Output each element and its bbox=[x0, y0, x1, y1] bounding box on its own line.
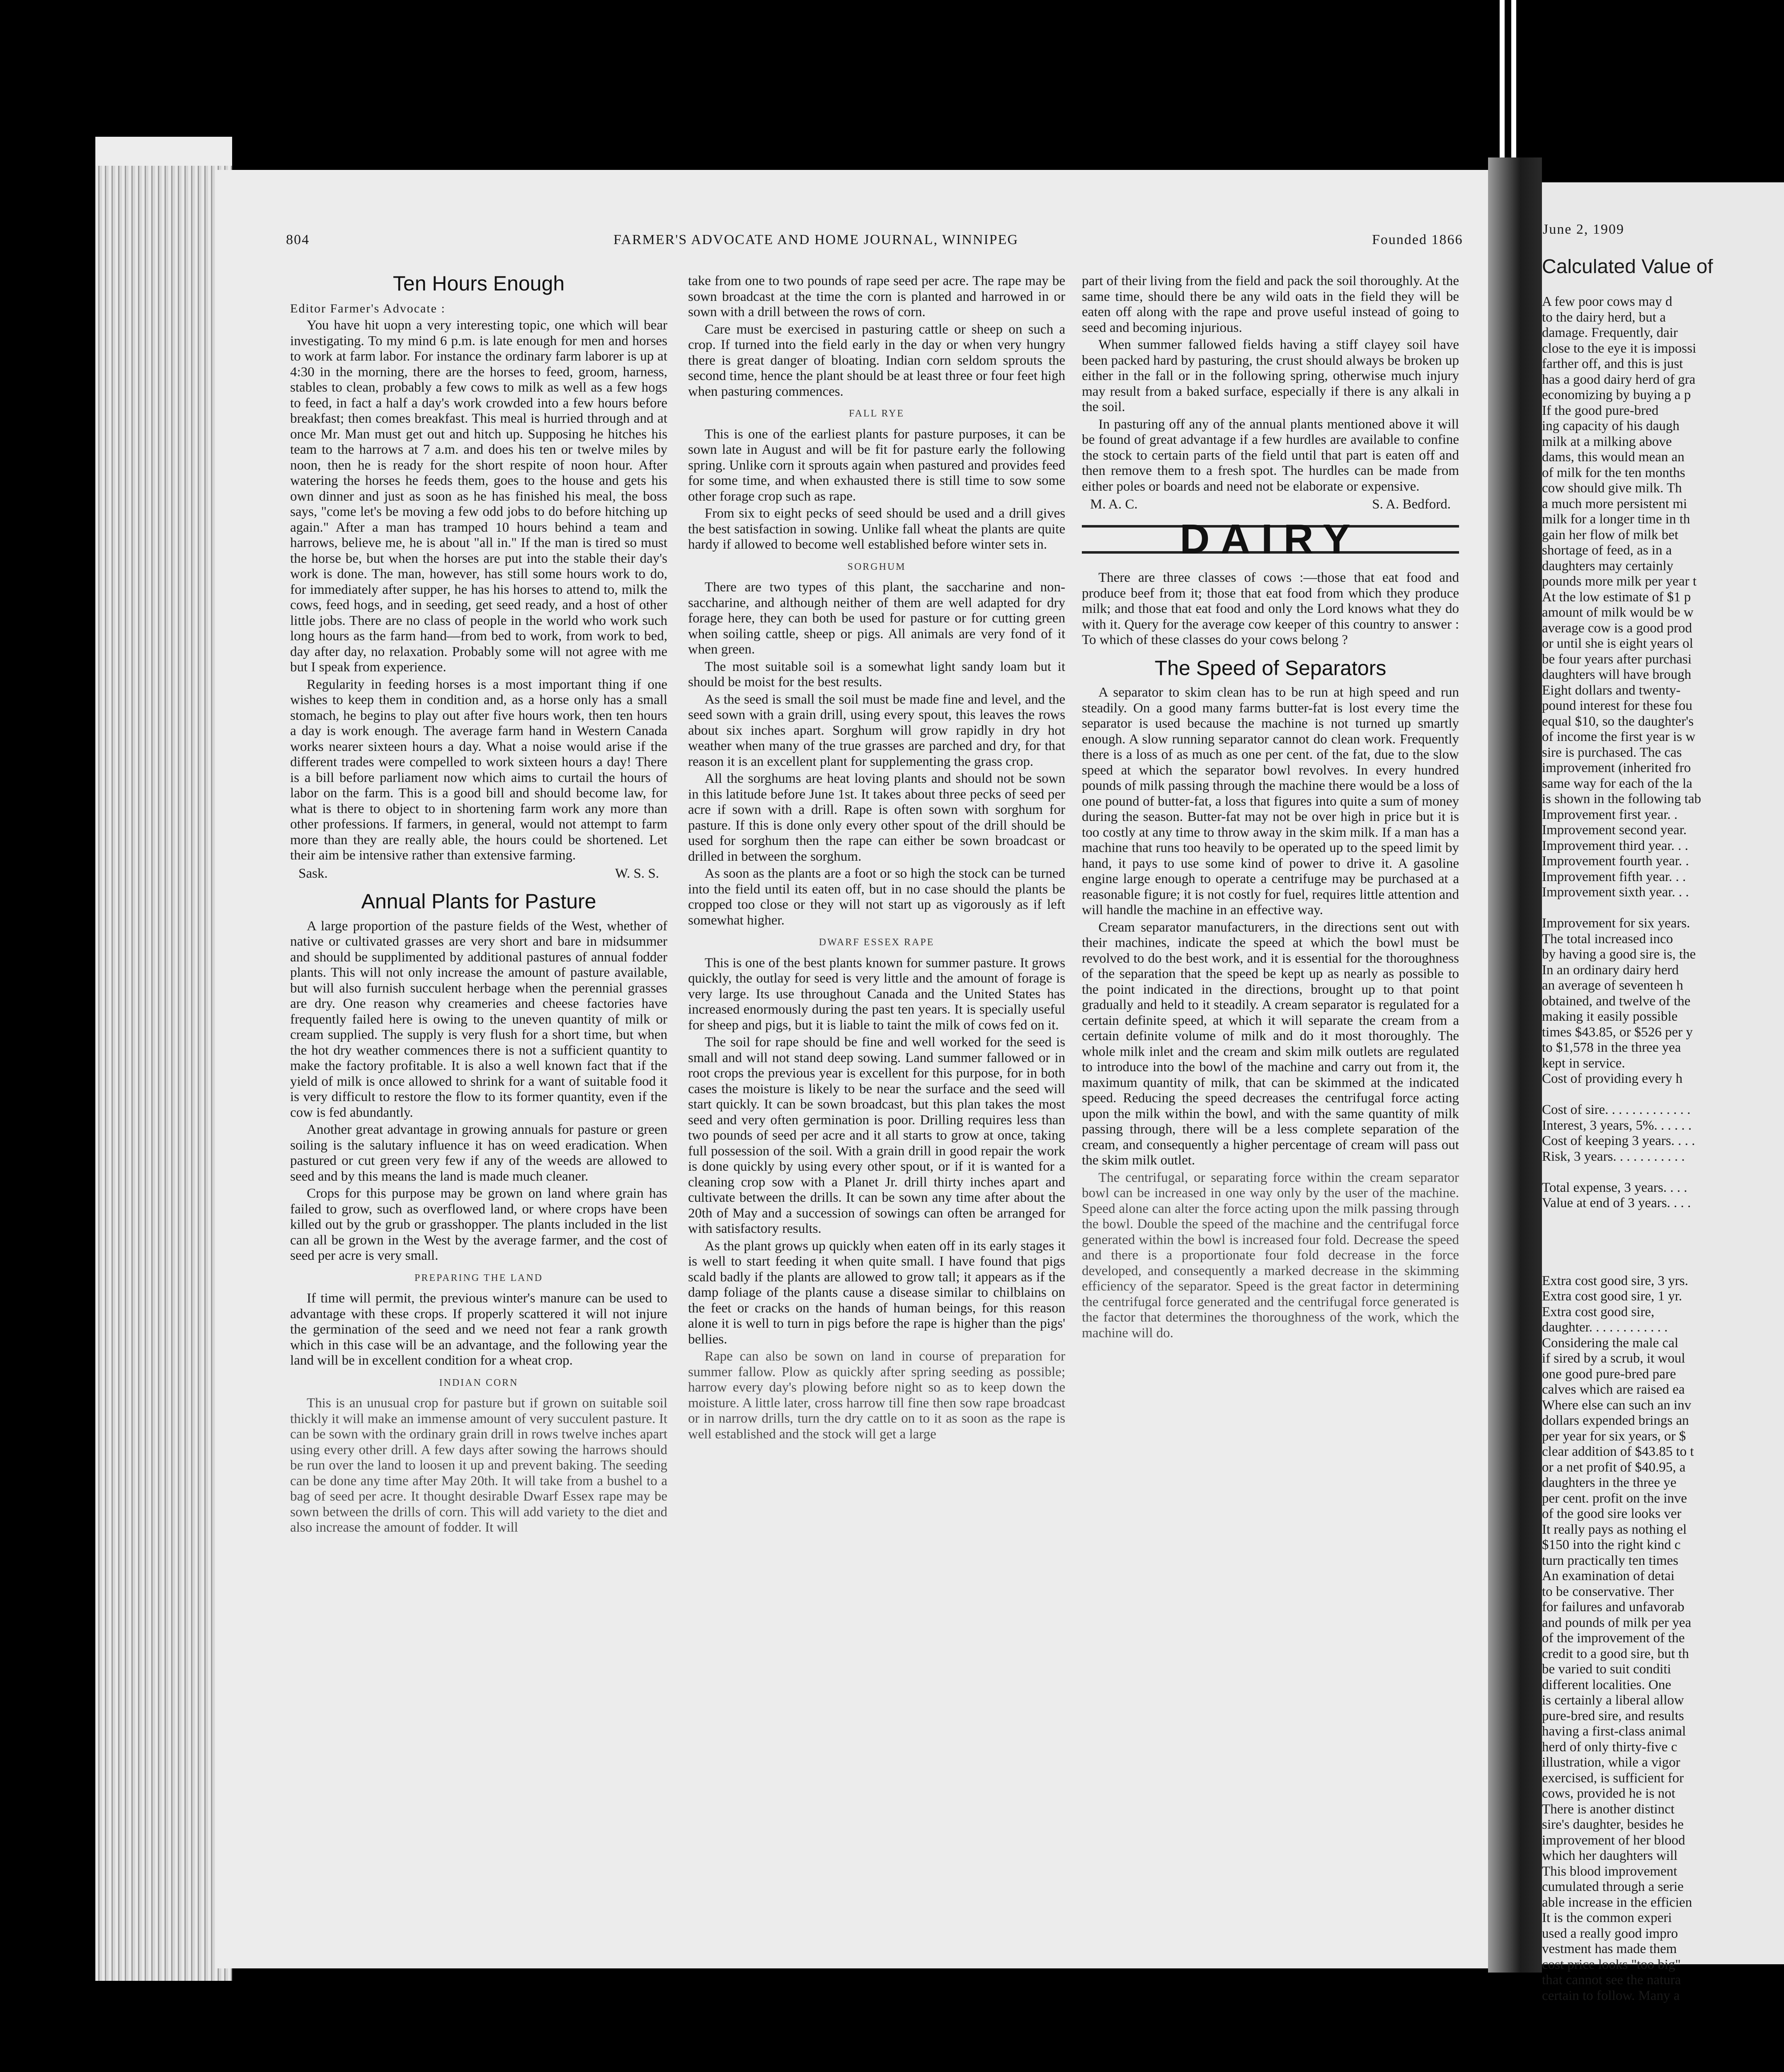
paragraph: The soil for rape should be fine and well worked for the seed is small and will not stand deep sowing. Land summer fallowed or in root crops the previous year is excellent for this purpose, for in both cases the moisture is likely to be near the surface and the seed will start quickly. It can be sown broadcast, but this plan takes the most seed and very often germination is poor. Drilling requires less than two pounds of seed per acre and it all starts to grow at once, taking full possession of the soil. With a grain drill in good repair the work is done quickly by using every other spout, or if it is wanted for a cleaning crop sow with a Planet Jr. drill thirty inches apart and cultivate between the drills. It can be sown any time after about the 20th of May and a succession of sowings can often be arranged for with satisfactory results. bbox=[688, 1035, 1065, 1236]
right-page-line: A few poor cows may d bbox=[1542, 294, 1672, 309]
right-page-line: cow should give milk. Th bbox=[1542, 481, 1682, 496]
paragraph: As the plant grows up quickly when eaten off in its early stages it is well to start feeding it when quite small. I have found that pigs scald badly if the plants are allowed to grow tall; it appears as if the damp foliage of the plants cause a disease similar to chilblains on the feet or cracks on the hands of human beings, for this reason alone it is well to turn in pigs before the rape is higher than the pigs' bellies. bbox=[688, 1238, 1065, 1347]
paragraph: Care must be exercised in pasturing cattle or sheep on such a crop. If turned into the field early in the day or when very hungry there is great danger of bloating. Indian corn seldom sprouts the second time, hence the plant should be at least three or four feet high when pasturing commences. bbox=[688, 322, 1065, 399]
right-page-line: equal $10, so the daughter's bbox=[1542, 714, 1694, 729]
right-page-line: daughter. . . . . . . . . . . . bbox=[1542, 1320, 1668, 1335]
paragraph: From six to eight pecks of seed should be used and a drill gives the best satisfaction in sowing. Unlike fall wheat the plants are quite hardy if allowed to become well established before winter sets in. bbox=[688, 506, 1065, 552]
right-page-line: vestment has made them bbox=[1542, 1941, 1677, 1956]
right-page-line: Improvement fourth year. . bbox=[1542, 854, 1689, 869]
subheading: PREPARING THE LAND bbox=[414, 1272, 543, 1283]
column-3 bbox=[1082, 274, 1459, 1343]
section-banner-dairy: DAIRY bbox=[1082, 525, 1459, 554]
signature-line bbox=[298, 866, 659, 882]
right-page-line: Improvement second year. bbox=[1542, 823, 1687, 838]
right-page-line: Where else can such an inv bbox=[1542, 1397, 1692, 1413]
paragraph: Another great advantage in growing annuals for pasture or green soiling is the salutary influence it has on weed eradication. When pastured or cut green very few if any of the weeds are allowed to seed and by this means the land is made much cleaner. bbox=[290, 1122, 667, 1184]
signature-line bbox=[1090, 497, 1451, 513]
right-page-line: damage. Frequently, dair bbox=[1542, 325, 1678, 340]
subheading: SORGHUM bbox=[847, 561, 906, 572]
right-page-line: Eight dollars and twenty- bbox=[1542, 683, 1681, 698]
right-page-line: Improvement first year. . bbox=[1542, 807, 1678, 822]
paragraph: You have hit uopn a very interesting topic, one which will bear investigating. To my mind 6 p.m. is late enough for men and horses to work at farm labor. For instance the ordinary farm laborer is up at 4:30 in the morning, there are the horses to feed, groom, harness, stables to clean, probably a few cows to milk as well as a few hogs to feed, in fact a half a day's work crowded into a few hours before breakfast; then comes breakfast. This meal is hurried through and at once Mr. Man must get out and hitch up. Supposing he hitches his team to the harrows at 7 a.m. and does his ten or twelve miles by noon, then he is ready for the short respite of noon hour. After watering the horses he feeds them, goes to the house and gets his own dinner and just as soon as he has finished his meal, the boss says, "come let's be moving a few odd jobs to do before hitching up again." After a man has tramped 10 hours behind a team and harrows, believe me, he is about "all in." If the man is tired so must the horse be, but when the horses are put into the stable their day's work is done. The man, however, has still some hours work to do, for immediately after supper, he has his horses to attend to, milk the cows, feed hogs, and in seeding, get seed ready, and a host of other little jobs. There are no class of people in the world who work such long hours as the farm hand—from bed to work, from work to bed, day after day, no relaxation. Probably some will not agree with me but I speak from experience. bbox=[290, 318, 667, 675]
paragraph: The centrifugal, or separating force within the cream separator bowl can be increased in one way only by the user of the machine. Speed alone can alter the force acting upon the milk passing through the bowl. Double the speed of the machine and the centrifugal force generated within the bowl is increased four fold. Decrease the speed and there is a proportionate four fold decrease in the force developed, and consequently a marked decrease in the skimming efficiency of the separator. Speed is the great factor in determining the centrifugal force generated and the centrifugal force generated is the factor that determines the thoroughness of the work, which the machine will do. bbox=[1082, 1170, 1459, 1341]
salutation: Editor Farmer's Advocate : bbox=[290, 301, 446, 315]
right-page-line: close to the eye it is impossi bbox=[1542, 341, 1697, 356]
right-page-line: Cost of sire. . . . . . . . . . . . . bbox=[1542, 1102, 1691, 1117]
right-page-line: dollars expended brings an bbox=[1542, 1413, 1689, 1428]
right-page-line: obtained, and twelve of the bbox=[1542, 993, 1691, 1009]
right-page-line: of milk for the ten months bbox=[1542, 465, 1685, 480]
right-page-line: Improvement third year. . . bbox=[1542, 838, 1688, 853]
right-page-line: Considering the male cal bbox=[1542, 1335, 1678, 1351]
article-title: Ten Hours Enough bbox=[393, 272, 565, 295]
right-page-line: sire's daughter, besides he bbox=[1542, 1817, 1684, 1832]
paragraph: There are two types of this plant, the saccharine and non-saccharine, and although neither of them are well adapted for dry forage here, they can both be used for pasture or for cutting green when soiling cattle, sheep or pigs. All animals are very fond of it when green. bbox=[688, 580, 1065, 657]
right-page-line: has a good dairy herd of gra bbox=[1542, 372, 1696, 387]
right-page-line: per cent. profit on the inve bbox=[1542, 1491, 1687, 1506]
signature-place: M. A. C. bbox=[1090, 497, 1138, 512]
right-page-line: calves which are raised ea bbox=[1542, 1382, 1685, 1397]
right-page-line: cows, provided he is not bbox=[1542, 1786, 1675, 1801]
right-page-line: if sired by a scrub, it woul bbox=[1542, 1351, 1685, 1366]
right-page-line: Value at end of 3 years. . . . bbox=[1542, 1196, 1691, 1210]
paragraph: A separator to skim clean has to be run at high speed and run steadily. On a good many farms butter-fat is lost every time the separator is used because the machine is not turned up smartly enough. A slow running separator cannot do clean work. Frequently there is a loss of as much as one per cent. of the fat, due to the slow speed at which the separator bowl revolves. In every hundred pounds of milk passing through the machine there would be a loss of one pound of butter-fat, a loss that figures into quite a sum of money during the season. Butter-fat may not be over high in price but it is too costly at any time to throw away in the skim milk. If a man has a machine that runs too heavily to be operated up to the speed limit by hand, it pays to use some kind of power to drive it. A gasoline engine large enough to operate a centrifuge may be purchased at a reasonable figure; it is not costly for fuel, requires little attention and will handle the machine in an effective way. bbox=[1082, 685, 1459, 917]
right-page-line: be four years after purchasi bbox=[1542, 651, 1692, 667]
right-page-line: that cannot see the natura bbox=[1542, 1973, 1681, 1987]
paragraph: take from one to two pounds of rape seed per acre. The rape may be sown broadcast at the time the corn is planted and harrowed in or sown with a drill between the rows of corn. bbox=[688, 274, 1065, 320]
signature-initials: W. S. S. bbox=[615, 866, 659, 881]
column-2 bbox=[688, 274, 1065, 1444]
right-page-line: Improvement fifth year. . . bbox=[1542, 869, 1686, 884]
right-page-line: is shown in the following tab bbox=[1542, 792, 1702, 806]
right-page-line: used a really good impro bbox=[1542, 1926, 1678, 1941]
right-page-line: pound interest for these fou bbox=[1542, 698, 1692, 713]
film-mark-line bbox=[1500, 0, 1505, 157]
right-page-line: herd of only thirty-five c bbox=[1542, 1739, 1677, 1755]
paragraph: As soon as the plants are a foot or so high the stock can be turned into the field until its eaten off, but in no case should the plants be cropped too close or they will not start up as vigorously as if left somewhat higher. bbox=[688, 866, 1065, 928]
right-page-line: At the low estimate of $1 p bbox=[1542, 589, 1691, 605]
article-title: The Speed of Separators bbox=[1154, 656, 1386, 680]
right-page-line: kept in service. bbox=[1542, 1055, 1625, 1071]
right-page-line: Risk, 3 years. . . . . . . . . . . bbox=[1542, 1149, 1685, 1164]
paragraph: Regularity in feeding horses is a most important thing if one wishes to keep them in condition and, as a horse only has a small stomach, he begins to play out after five hours work, then ten hours a day is work enough. The average farm hand in Western Canada works nearer sixteen hours a day. What a noise would arise if the different trades were compelled to work sixteen hours a day! There is a bill before parliament now which aims to curtail the hours of labor on the farm. This is a good bill and should become law, for what is there to object to in shortening farm work any more than other professions. If farmers, in general, would not attempt to farm more than they are really able, the hours could be shortened. Let their aim be intensive rather than extensive farming. bbox=[290, 677, 667, 863]
right-page-line: Interest, 3 years, 5%. . . . . . bbox=[1542, 1118, 1692, 1133]
right-page-line: daughters in the three ye bbox=[1542, 1475, 1677, 1490]
right-page-line: for failures and unfavorab bbox=[1542, 1600, 1685, 1615]
paragraph: The most suitable soil is a somewhat light sandy loam but it should be moist for the best results. bbox=[688, 659, 1065, 690]
right-page-line: credit to a good sire, but th bbox=[1542, 1646, 1689, 1661]
right-page-line: This blood improvement bbox=[1542, 1864, 1677, 1879]
right-page-line: cost price looks "too big" bbox=[1542, 1957, 1681, 1972]
right-page-line: of the improvement of the bbox=[1542, 1631, 1685, 1646]
right-page-line: pure-bred sire, and results bbox=[1542, 1708, 1684, 1723]
right-page-line: ing capacity of his daugh bbox=[1542, 419, 1680, 433]
right-page-line: Extra cost good sire, 1 yr. bbox=[1542, 1289, 1682, 1304]
paragraph: This is an unusual crop for pasture but if grown on suitable soil thickly it will make an immense amount of very succulent pasture. It can be sown with the ordinary grain drill in rows twelve inches apart using every other drill. A few days after sowing the harrows should be run over the land to loosen it up and prevent baking. The seeding can be done any time after May 20th. It will take from a bushel to a bag of seed per acre. It thought desirable Dwarf Essex rape may be sown between the drills of corn. This will add variety to the diet and also increase the amount of fodder. It will bbox=[290, 1396, 667, 1535]
right-page-line: turn practically ten times bbox=[1542, 1553, 1678, 1568]
right-page-line: different localities. One bbox=[1542, 1677, 1671, 1692]
right-page-line: of the good sire looks ver bbox=[1542, 1506, 1682, 1521]
paragraph: part of their living from the field and pack the soil thoroughly. At the same time, should there be any wild oats in the field they will be eaten off along with the rape and prove useful instead of going to seed and becoming injurious. bbox=[1082, 274, 1459, 335]
right-page-line: per year for six years, or $ bbox=[1542, 1428, 1686, 1444]
right-page-line: pounds more milk per year t bbox=[1542, 574, 1697, 589]
right-page-line: Extra cost good sire, bbox=[1542, 1304, 1655, 1319]
page-number: 804 bbox=[286, 232, 310, 247]
right-page-date: June 2, 1909 bbox=[1543, 222, 1624, 237]
right-page-line: gain her flow of milk bet bbox=[1542, 527, 1679, 542]
paragraph: This is one of the earliest plants for pasture purposes, it can be sown late in August and will be fit for pasture early the following spring. Unlike corn it sprouts again when pastured and provides feed for some time, and when exhausted there is still time to sow some other forage crop such as rape. bbox=[688, 426, 1065, 504]
right-page-line: Cost of keeping 3 years. . . . bbox=[1542, 1133, 1695, 1148]
right-page-line: It is the common experi bbox=[1542, 1910, 1672, 1925]
right-page-line: sire is purchased. The cas bbox=[1542, 745, 1682, 760]
paragraph: There are three classes of cows :—those that eat food and produce beef from it; those that eat food from which they produce milk; and those that eat food and only the Lord knows what they do with it. Query for the average cow keeper of this country to answer : To which of these classes do your cows belong ? bbox=[1082, 570, 1459, 647]
column-1 bbox=[290, 274, 667, 1537]
right-page-line: same way for each of the la bbox=[1542, 776, 1692, 791]
right-page-line: to the dairy herd, but a bbox=[1542, 310, 1666, 325]
paragraph: In pasturing off any of the annual plants mentioned above it will be found of great advantage if a few hurdles are available to confine the stock to certain parts of the field until that part is eaten off and then remove them to a fresh spot. The hurdles can be made from either poles or boards and need not be elaborate or expensive. bbox=[1082, 416, 1459, 494]
right-page-line: If the good pure-bred bbox=[1542, 403, 1659, 418]
right-page-line: milk at a milking above bbox=[1542, 434, 1672, 449]
right-page-line: average cow is a good prod bbox=[1542, 620, 1692, 636]
right-page-title: Calculated Value of bbox=[1542, 259, 1713, 275]
right-page-line: In an ordinary dairy herd bbox=[1542, 962, 1679, 978]
right-page-line: farther off, and this is just bbox=[1542, 356, 1683, 371]
right-page-line: having a first-class animal bbox=[1542, 1724, 1686, 1739]
right-page-line: an average of seventeen h bbox=[1542, 978, 1683, 993]
subheading: FALL RYE bbox=[848, 408, 904, 419]
right-page-line: exercised, is sufficient for bbox=[1542, 1770, 1684, 1786]
signature-place: Sask. bbox=[298, 866, 328, 881]
right-page-line: or a net profit of $40.95, a bbox=[1542, 1460, 1686, 1475]
right-page-line: one good pure-bred pare bbox=[1542, 1366, 1676, 1382]
right-page-line: economizing by buying a p bbox=[1542, 387, 1691, 402]
book-gutter bbox=[1488, 157, 1542, 1973]
paragraph: A large proportion of the pasture fields of the West, whether of native or cultivated grasses are very short and bare in midsummer and should be supplimented by additional pastures of annual fodder plants. This will not only increase the amount of pasture available, but will also furnish succulent herbage when the perennial grasses are dry. One reason why creameries and cheese factories have frequently failed here is owing to the uneven quantity of milk or cream supplied. The supply is very flush for a short time, but when the hot dry weather commences there is not a sufficient quantity to make the factory profitable. It is also a well known fact that if the yield of milk is once allowed to shrink for a want of suitable food it is very difficult to restore the flow to its former quantity, even if the cow is fed abundantly. bbox=[290, 918, 667, 1120]
right-page-line: The total increased inco bbox=[1542, 931, 1673, 946]
right-page-line: which her daughters will bbox=[1542, 1848, 1678, 1863]
right-page-line: to be conservative. Ther bbox=[1542, 1584, 1674, 1599]
founded-note: Founded 1866 bbox=[1372, 232, 1463, 247]
right-page-line: and pounds of milk per yea bbox=[1542, 1615, 1692, 1630]
right-page-line: Improvement for six years. bbox=[1542, 916, 1690, 931]
paragraph: All the sorghums are heat loving plants and should not be sown in this latitude before June 1st. It takes about three pecks of seed per acre if sown with a drill. Rape is often sown with sorghum for pasture. If this is done only every other spout of the drill should be used for sorghum then the rape can either be sown broadcast or drilled in between the sorghum. bbox=[688, 771, 1065, 864]
right-page-line: certain to follow. Many a bbox=[1542, 1988, 1680, 2003]
right-page-line: $150 into the right kind c bbox=[1542, 1537, 1681, 1552]
right-page-line: a much more persistent mi bbox=[1542, 496, 1687, 511]
paragraph: If time will permit, the previous winter's manure can be used to advantage with these crops. If properly scattered it will not injure the germination of the seed and we need not fear a rank growth which in this case will be an advantage, and the following year the land will be in excellent condition for a wheat crop. bbox=[290, 1291, 667, 1368]
right-page-line: by having a good sire is, the bbox=[1542, 947, 1696, 962]
right-page-line: or until she is eight years ol bbox=[1542, 636, 1693, 651]
right-page-line: cumulated through a serie bbox=[1542, 1879, 1684, 1894]
subheading: DWARF ESSEX RAPE bbox=[819, 937, 935, 948]
right-page-line: There is another distinct bbox=[1542, 1801, 1675, 1817]
paragraph: As the seed is small the soil must be made fine and level, and the seed sown with a grain drill, using every spout, this leaves the rows about six inches apart. Sorghum will grow rapidly in dry hot weather when many of the true grasses are parched and dry, for that reason it is an excellent plant for supplementing the grass crop. bbox=[688, 692, 1065, 769]
film-mark-line bbox=[1511, 0, 1516, 157]
right-page-line: is certainly a liberal allow bbox=[1542, 1693, 1684, 1708]
right-page-line: daughters may certainly bbox=[1542, 558, 1674, 574]
right-page-line: dams, this would mean an bbox=[1542, 450, 1685, 465]
right-page-line: Total expense, 3 years. . . . bbox=[1542, 1180, 1687, 1195]
right-page-line: daughters will have brough bbox=[1542, 667, 1692, 682]
right-page-line: able increase in the efficien bbox=[1542, 1895, 1692, 1910]
right-page-line: improvement of her blood bbox=[1542, 1832, 1685, 1848]
running-title: FARMER'S ADVOCATE AND HOME JOURNAL, WINNIPEG bbox=[613, 232, 1018, 247]
paragraph: This is one of the best plants known for summer pasture. It grows quickly, the outlay for seed is very little and the amount of forage is very large. Its use throughout Canada and the United States has increased enormously during the past ten years. It is specially useful for sheep and pigs, but it is liable to taint the milk of cows fed on it. bbox=[688, 955, 1065, 1033]
paragraph: Rape can also be sown on land in course of preparation for summer fallow. Plow as quickly after spring seeding as possible; harrow every day's plowing before night so as to keep down the moisture. A little later, cross harrow till fine then sow rape broadcast or in narrow drills, turn the dry cattle on to it as soon as the rape is well established and the stock will get a large bbox=[688, 1349, 1065, 1442]
signature-name: S. A. Bedford. bbox=[1372, 497, 1451, 512]
right-page-line: to $1,578 in the three yea bbox=[1542, 1040, 1681, 1055]
paragraph: Crops for this purpose may be grown on land where grain has failed to grow, such as overflowed land, or where crops have been killed out by the grub or grasshopper. The plants included in the list can all be grown in the West by the average farmer, and the cost of seed per acre is very small. bbox=[290, 1186, 667, 1263]
right-page-line: milk for a longer time in th bbox=[1542, 512, 1690, 527]
right-page-line: times $43.85, or $526 per y bbox=[1542, 1024, 1693, 1040]
paragraph: When summer fallowed fields having a stiff clayey soil have been packed hard by pasturing, the crust should always be broken up either in the fall or in the following spring, otherwise much injury may result from a baked surface, especially if there is any alkali in the soil. bbox=[1082, 337, 1459, 414]
right-page-line: illustration, while a vigor bbox=[1542, 1755, 1680, 1770]
right-page-line: improvement (inherited fro bbox=[1542, 760, 1691, 775]
article-title: Annual Plants for Pasture bbox=[361, 890, 596, 913]
right-page-line: Cost of providing every h bbox=[1542, 1071, 1683, 1086]
right-page-line: An examination of detai bbox=[1542, 1569, 1675, 1583]
paragraph: Cream separator manufacturers, in the directions sent out with their machines, indicate the speed at which the bowl must be revolved to do the best work, and it is essential for the thoroughness of the separation that the speed be kept up as nearly as possible to the point indicated in the directions, brought up to that point gradually and held to it steadily. A cream separator is regulated for a certain definite speed, at which it will separate the cream from a certain definite volume of milk and do it most thoroughly. The whole milk inlet and the cream and skim milk outlets are regulated to introduce into the bowl of the machine and carry out from it, the maximum quantity of milk, that can be skimmed at the indicated speed. Reducing the speed decreases the centrifugal force acting upon the milk within the bowl, and with the same quantity of milk passing through, there will be a less complete separation of the cream, and consequently a higher percentage of cream will pass out the skim milk outlet. bbox=[1082, 920, 1459, 1168]
book-edge-top bbox=[95, 137, 232, 166]
right-page-line: of income the first year is w bbox=[1542, 729, 1696, 744]
right-page-line: amount of milk would be w bbox=[1542, 605, 1694, 620]
right-page-line: clear addition of $43.85 to t bbox=[1542, 1444, 1694, 1459]
book-page-edges bbox=[95, 137, 232, 1981]
subheading: INDIAN CORN bbox=[439, 1377, 519, 1388]
right-page-line: Extra cost good sire, 3 yrs. bbox=[1542, 1273, 1688, 1288]
right-page-line: be varied to suit conditi bbox=[1542, 1662, 1671, 1677]
right-page-line: shortage of feed, as in a bbox=[1542, 543, 1672, 558]
right-page-line: It really pays as nothing el bbox=[1542, 1522, 1687, 1537]
right-page-line: making it easily possible bbox=[1542, 1009, 1678, 1024]
right-page-line: Improvement sixth year. . . bbox=[1542, 885, 1689, 900]
